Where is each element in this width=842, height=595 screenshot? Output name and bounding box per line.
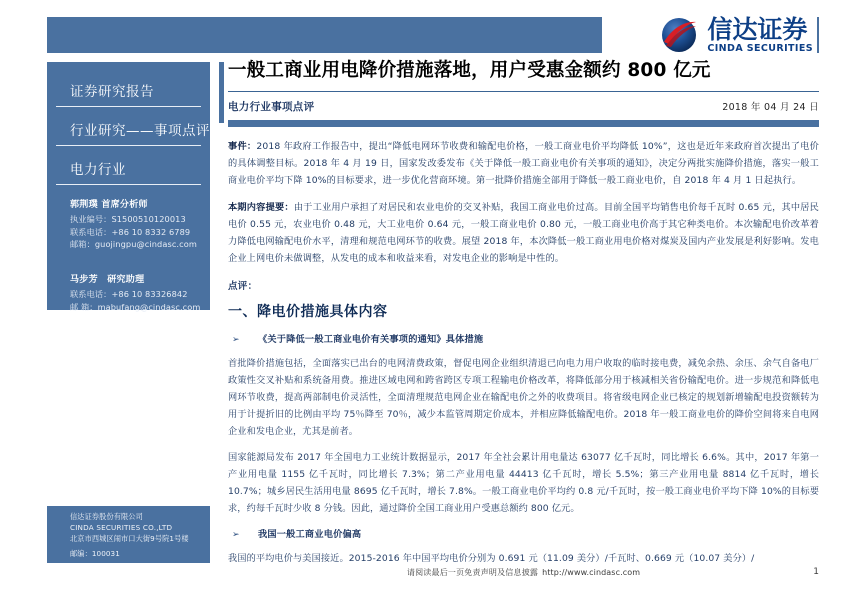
analyst-email: 邮箱：guojingpu@cindasc.com — [70, 239, 197, 250]
bullet-arrow-icon: ➢ — [232, 335, 240, 346]
summary-label: 本期内容提要： — [228, 202, 294, 214]
bullet-arrow-icon-2: ➢ — [232, 530, 240, 541]
cinda-sphere-logo-icon — [657, 13, 701, 57]
assistant-phone: 联系电话：+86 10 83326842 — [70, 289, 188, 300]
assistant-email: 邮 箱：mabufang@cindasc.com — [70, 301, 201, 312]
bullet-label-1: 《关于降低一般工商业电价有关事项的通知》具体措施 — [258, 334, 484, 346]
body-paragraph-2: 国家能源局发布 2017 年全国电力工业统计数据显示，2017 年全社会累计用电量达 63077 亿千瓦时，同比增长 6.6%。其中，2017 年第一产业用电量 1155 亿千瓦时，同比增长 7.3%；第二产业用电量 44413 亿千瓦时，增长 5.5%；第三产业用电量 8814 亿千瓦时，增长 10.7%；城乡居民生活用电量 8695 亿千瓦时，增长 7.8%。一般工商业电价平均约 0.8 元/千瓦时，按一般工商业电价平均下降 10%的目标要求，约每千瓦时少收 8 分钱。因此，通过降价全国工商业用户受惠总额约 800 亿元。 — [228, 452, 819, 515]
bullet-label-2: 我国一般工商业电价偏高 — [258, 529, 362, 541]
footer-page-number: 1 — [813, 567, 819, 577]
section-heading-1: 一、降电价措施具体内容 — [228, 304, 388, 321]
event-text: 2018 年政府工作报告中，提出“降低电网环节收费和输配电价格，一般工商业电价平均降低 10%”，这也是近年来政府首次提出了电价的具体调整目标。2018 年 4 月 19 日，国家发改委发布《关于降低一般工商业电价有关事项的通知》，决定分两批实施降价措施，落实一般工商业电价平均下降 10%的目标要求，进一步优化营商环境。第一批降价措施全部用于降低一般工商业电价，自 2018 年 4 月 1 日起执行。 — [228, 141, 819, 186]
bullet-item-1 — [228, 331, 819, 345]
logo-text-en: CINDA SECURITIES — [707, 42, 813, 54]
title-accent-bar — [219, 62, 224, 123]
sidebar-item-research-category: 行业研究——事项点评 — [56, 107, 201, 146]
report-subtitle: 电力行业事项点评 — [228, 101, 315, 114]
company-logo — [602, 9, 817, 61]
bullet-item-2 — [228, 526, 819, 540]
footer-url[interactable]: http://www.cindasc.com — [542, 568, 641, 577]
company-zip: 邮编：100031 — [70, 549, 120, 559]
sidebar-item-industry: 电力行业 — [56, 146, 201, 185]
analyst-phone: 联系电话：+86 10 8332 6789 — [70, 226, 191, 237]
sidebar-spacer — [47, 251, 210, 260]
page-footer — [228, 567, 819, 578]
assistant-name-title: 马步芳 研究助理 — [70, 275, 145, 286]
subheader-row — [228, 99, 819, 114]
main-content — [228, 60, 819, 576]
analyst-license: 执业编号：S1500510120013 — [70, 214, 186, 224]
page-title: 一般工商业用电降价措施落地，用户受惠金额约 800 亿元 — [228, 60, 711, 81]
sidebar — [47, 62, 210, 310]
summary-paragraph — [228, 200, 819, 267]
event-paragraph — [228, 139, 819, 189]
company-name-cn: 信达证券股份有限公司 — [70, 512, 143, 521]
footer-disclaimer: 请阅读最后一页免责声明及信息披露 — [406, 568, 539, 577]
logo-text-cn: 信达证券 — [707, 14, 808, 44]
title-divider — [228, 91, 819, 92]
company-name-en: CINDA SECURITIES CO.,LTD — [70, 522, 173, 532]
subheader-accent-bar — [228, 120, 819, 127]
comment-label: 点评： — [228, 281, 258, 293]
company-address-box — [47, 506, 210, 563]
event-label: 事件： — [228, 141, 257, 153]
analyst-block-assistant — [56, 272, 201, 313]
analyst-block-primary — [56, 197, 201, 251]
analyst-name-title: 郭荆璞 首席分析师 — [70, 200, 148, 210]
summary-text: 由于工业用户承担了对居民和农业电价的交叉补贴，我国工商业电价过高。目前全国平均销售电价每千瓦时 0.65 元，其中居民电价 0.55 元，农业电价 0.48 元，大工业电价 0.64 元，一般工商业电价 0.80 元，一般工商业电价高于其它种类电价。本次输配电价改革着力降低电网输配电价水平，清理和规范电网环节的收费。展望 2018 年，本次降低一般工商业用电价格对煤炭及国内产业发展是利好影响。发电企业上网电价未做调整，从发电的成本和收益来看，对发电企业的影响是中性的。 — [228, 202, 819, 264]
sidebar-item-report-type: 证券研究报告 — [56, 80, 201, 107]
body-paragraph-3: 我国的平均电价与美国接近。2015-2016 年中国平均电价分别为 0.691 元（11.09 美分）/千瓦时、0.669 元（10.07 美分）/ — [228, 553, 755, 565]
header-band — [47, 14, 819, 54]
body-paragraph-1: 首批降价措施包括，全面落实已出台的电网清费政策，督促电网企业组织清退已向电力用户收取的临时接电费，减免余热、余压、余气自备电厂政策性交叉补贴和系统备用费。推进区域电网和跨省跨区专项工程输电价格改革，将降低部分用于核减相关省份输配电价。进一步规范和降低电网环节收费，提高两部制电价灵活性，全面清理规范电网企业在输配电价之外的收费项目。将省级电网企业已核定的规划新增输配电投资额转为用于计提折旧的比例由平均 75％降至 70％，减少本监管周期定价成本，并相应降低输配电价。2018 年一般工商业电价的降价空间将来自电网企业和发电企业，尤其是前者。 — [228, 358, 819, 438]
company-address: 北京市西城区闹市口大街9号院1号楼 — [70, 533, 189, 543]
report-date: 2018 年 04 月 24 日 — [722, 102, 819, 114]
